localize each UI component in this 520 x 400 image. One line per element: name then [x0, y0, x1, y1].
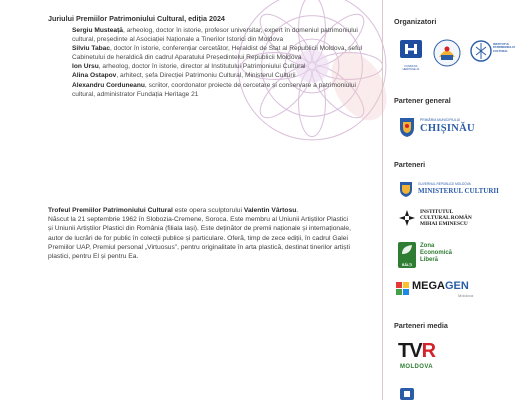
- jury-member-name: Sergiu Musteață: [72, 27, 123, 34]
- zel-balti-logo: [398, 242, 478, 270]
- partners-title: Parteneri: [394, 160, 426, 169]
- trophy-name: Trofeul Premiilor Patrimoniului Cultural: [48, 207, 173, 214]
- ministry-culture-logo: [398, 180, 516, 200]
- sculptor-name: Valentin Vârtosu: [243, 207, 297, 214]
- jury-member-description: , doctor în istorie, conferențiar cercetător, Heraldist de Stat al Republicii Moldova, șeful Cabinetului de heraldică din cadrul Aparatului Președintelui Republicii Moldova: [72, 45, 363, 62]
- megagen-logo: [396, 280, 496, 302]
- general-partner-title: Partener general: [394, 96, 451, 105]
- organizer-emblem-icon: [432, 38, 462, 68]
- jury-member-description: , arheolog, doctor în istorie, director al Institutului Patrimoniului Cultural: [98, 63, 306, 71]
- sculptor-bio: Născut la 21 septembrie 1962 în Slobozia-Cremene, Soroca. Este membru al Uniunii Artiștilor Plastici și Uniunii Artiștilor Plastici din România (filiala Iași). Este deținător de premii naționale și internaționale, autor de lucrări de for public în colecții publice și particulare. Oferă, timp de zece ediții, în cadrul Galei Premiilor UAP, Premiul personal „Virtuosus”, pentru originalitate în arta plastică, destinat tinerilor artiști plastici, pentru El și pentru Ea.: [48, 216, 351, 261]
- jury-member-description: , scriitor, coordonator proiecte de cercetare și conservare a patrimoniului cultural, administrator Fundația Heritage 21: [72, 81, 357, 98]
- megagen-squares-icon: [396, 282, 410, 296]
- chisinau-coat-of-arms-icon: [398, 116, 416, 138]
- icr-label: [420, 209, 472, 228]
- jury-member: [72, 26, 368, 44]
- zel-leaf-icon: [398, 242, 416, 258]
- jury-member-name: Silviu Tabac: [72, 45, 110, 53]
- ministry-coat-of-arms-icon: [398, 180, 414, 198]
- trophy-intro-end: .: [296, 207, 299, 214]
- jury-member: [72, 44, 368, 62]
- zel-badge: [398, 242, 416, 268]
- ipc-emblem-icon: [470, 38, 492, 64]
- trophy-section: [48, 206, 353, 261]
- tvr-tv: TV: [398, 340, 422, 362]
- heritage21-logo: [398, 38, 424, 72]
- jury-title: Juriului Premiilor Patrimoniului Cultural, ediția 2024: [48, 14, 225, 23]
- megagen-gen: GEN: [445, 280, 469, 292]
- ipc-logo: [470, 38, 514, 68]
- jury-list: [48, 26, 368, 99]
- jury-member-description: , arhitect, șefa Direcției Patrimoniu Cultural, Ministerul Culturii: [116, 72, 296, 80]
- zel-label-line1: Zona: [420, 243, 435, 249]
- zel-label: [420, 243, 452, 264]
- trophy-intro: [48, 206, 353, 215]
- icr-label-line1: INSTITUTUL: [420, 209, 454, 215]
- megagen-wordmark: [412, 280, 469, 292]
- jury-member: [72, 71, 368, 80]
- jury-member-name: Alina Ostapov: [72, 72, 117, 80]
- zel-label-line3: Liberă: [420, 257, 439, 263]
- megagen-mega: MEGA: [412, 280, 445, 292]
- tvr-wordmark: [398, 340, 435, 363]
- heritage21-label: FUNDAȚIA HERITAGE 21: [402, 65, 420, 71]
- ipc-label: INSTITUTUL PATRIMONIULUI CULTURAL: [493, 42, 515, 53]
- jury-section: [48, 14, 368, 99]
- ministry-small-label: GUVERNUL REPUBLICII MOLDOVA: [418, 182, 471, 186]
- icr-cross-icon: [398, 209, 416, 227]
- jury-member-name: Alexandru Corduneanu: [72, 81, 145, 89]
- tvr-moldova-logo: [398, 340, 458, 382]
- tvr-r: R: [421, 340, 436, 362]
- jury-member: [72, 62, 368, 71]
- column-divider: [382, 0, 383, 400]
- media-partners-title: Parteneri media: [394, 321, 448, 330]
- ministry-label: MINISTERUL CULTURII: [418, 187, 499, 195]
- icr-label-line2: CULTURAL ROMÂN: [420, 215, 472, 222]
- icr-logo: [398, 208, 516, 230]
- icr-label-line3: MIHAI EMINESCU: [420, 221, 468, 228]
- zel-label-line2: Economică: [420, 250, 453, 256]
- trophy-intro-text: este opera sculptorului: [172, 207, 244, 214]
- chisinau-label: CHIȘINĂU: [420, 123, 475, 134]
- chisinau-small-label: PRIMĂRIA MUNICIPIULUI: [420, 118, 461, 122]
- jury-member-description: , arheolog, doctor în istorie, profesor universitar, expert în domeniul patrimoniului cultural, președinte al Asociației Naționale a Tinerilor Istorici din Moldova: [72, 27, 358, 44]
- radio-moldova-partial-icon: [400, 388, 420, 400]
- organizers-title: Organizatori: [394, 17, 437, 26]
- heritage21-emblem-icon: [398, 38, 424, 60]
- megagen-sub: Moldova: [458, 293, 474, 298]
- zel-badge-label: BĂLȚI: [402, 263, 412, 267]
- chisinau-logo: [398, 116, 508, 140]
- jury-member: [72, 81, 368, 99]
- jury-member-name: Ion Ursu: [72, 63, 99, 71]
- tvr-sub: MOLDOVA: [400, 364, 434, 370]
